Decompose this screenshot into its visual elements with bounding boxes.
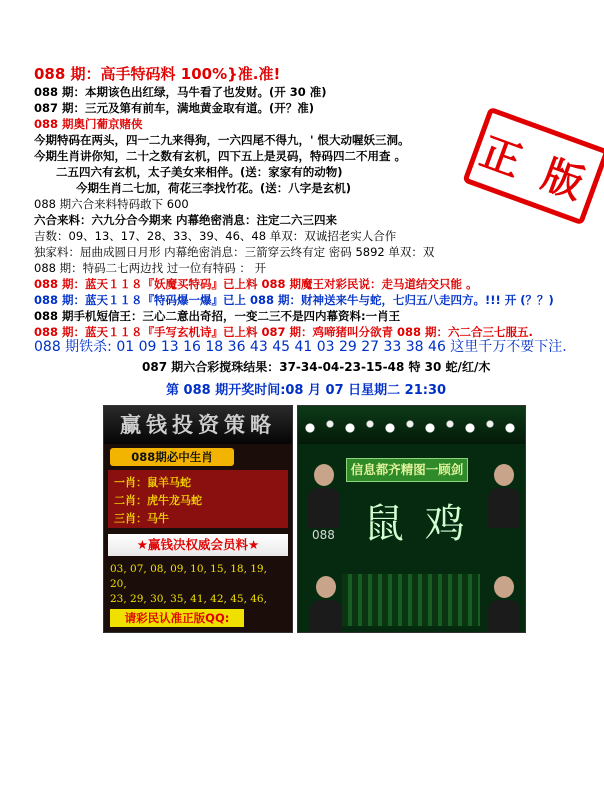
text-line: 088 期六合来料特码敢下 600	[34, 197, 189, 211]
text-line: 088 期：蓝天１１８『手写玄机诗』已上料 087 期：鸡啼猪叫分欲青 088 期：六二合三七服五.	[34, 325, 533, 339]
banner-footer-graphic	[342, 574, 480, 626]
person-figure	[310, 576, 342, 633]
text-line: 087 期：三元及第有前车，满地黄金取有道。(开？准)	[34, 101, 315, 115]
text-line: 088 期手机短信王：三心二意出奇招，一变二三不是四内幕资料:一肖王	[34, 309, 401, 323]
banner-members-label: ★赢钱决权威会员料★	[108, 534, 288, 556]
banner-qq-label: 请彩民认准正版QQ:	[110, 609, 244, 627]
text-line: 088 期：本期该色出红绿，马牛看了也发财。(开 30 准)	[34, 85, 327, 99]
text-line: 088 期：蓝天１１８『特码爆一爆』已上 088 期：财神送来牛与蛇，七归五八走四方。!!! 开 (？？)	[34, 293, 554, 307]
authentic-stamp	[462, 107, 604, 226]
banner-period-number: 088	[312, 528, 335, 542]
banner-zodiac-line: 三肖：马牛	[114, 512, 169, 525]
banner-zodiac-signs: 鼠 鸡	[364, 501, 469, 547]
banner-gold-label: 088期必中生肖	[110, 448, 234, 466]
person-figure	[488, 576, 520, 633]
page-title: 088 期：高手特码料 100%}准.准!	[34, 65, 281, 83]
text-line: 088 期：蓝天１１８『妖魔买特码』已上料 088 期魔王对彩民说：走马道结交只能 。	[34, 277, 478, 291]
text-line: 088 期：特码二七两边找 过一位有特码 ： 开	[34, 261, 267, 275]
text-line: 吉数：09、13、17、28、33、39、46、48 单双：双诚招老实人合作	[34, 229, 397, 243]
text-line: 今期生肖二七加，荷花三李找竹花。(送：八字是玄机)	[76, 181, 352, 195]
text-line: 独家料：屈曲成圆日月形 内幕绝密消息：三箭穿云终有定 密码 5892 单双：双	[34, 245, 435, 259]
text-line: 六合来料：六九分合今期来 内幕绝密消息：注定二六三四来	[34, 213, 338, 227]
banner-caption: 信息都齐精图一顾剑	[346, 458, 468, 482]
banner-title: 赢钱投资策略	[104, 406, 292, 444]
draw-time-line: 第 088 期开奖时间:08 月 07 日星期二 21:30	[166, 383, 447, 398]
right-banner-image	[297, 405, 526, 633]
banner-numbers-line: 23, 29, 30, 35, 41, 42, 45, 46,	[110, 593, 267, 605]
text-line: 今期特码在两头，四一二九来得狗，一六四尾不得九，' 恨大动喔妖三洞。	[34, 133, 410, 147]
person-figure	[488, 464, 520, 528]
stamp-text: 正 版	[474, 127, 596, 211]
banner-zodiac-line: 一肖：鼠羊马蛇	[114, 476, 191, 489]
banner-numbers-line: 03, 07, 08, 09, 10, 15, 18, 19, 20,	[110, 563, 267, 590]
person-figure	[308, 464, 340, 528]
text-line: 今期生肖讲你知，二十之数有玄机，四下五上是灵码，特码四二不用查 。	[34, 149, 406, 163]
banner-zodiac-line: 二肖：虎牛龙马蛇	[114, 494, 202, 507]
kill-numbers-line: 088 期铁杀: 01 09 13 16 18 36 43 45 41 03 29 27 33 38 46 这里千万不要下注.	[34, 339, 567, 355]
flower-decoration	[298, 406, 525, 444]
left-banner-image	[103, 405, 293, 633]
draw-result-line: 087 期六合彩搅珠结果：37-34-04-23-15-48 特 30 蛇/红/木	[142, 360, 491, 374]
text-line: 二五四六有玄机，太子美女来相伴。(送：家家有的动物)	[56, 165, 343, 179]
text-line: 088 期奥门葡京赌侠	[34, 117, 143, 131]
